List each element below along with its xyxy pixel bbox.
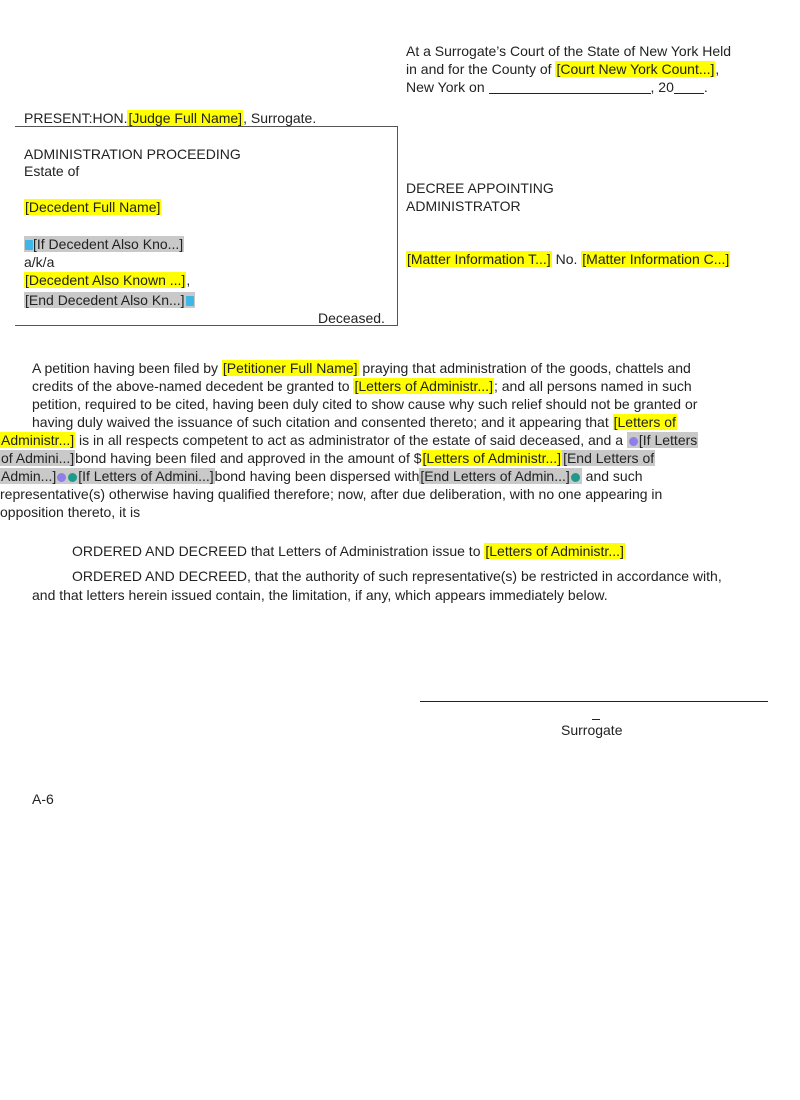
if-letters-text: [If Letters of Admini...] [78,468,214,484]
paragraph-line-9: opposition thereto, it is [0,504,141,520]
paragraph-line-3: petition, required to be cited, having been duly cited to show cause why such relief should not be granted or [32,396,698,412]
date-blank[interactable] [489,81,651,94]
ordered-clause-2-line2: and that letters herein issued contain, the limitation, if any, which appears immediately below. [32,587,608,603]
signature-underscore [592,719,600,720]
if-aka-line [24,235,184,253]
deceased-label: Deceased. [318,310,385,326]
if-letters-field-cont[interactable]: of Admini...] [1,450,75,466]
paragraph-line-5 [0,431,792,449]
surrogate-label: Surrogate [561,722,623,738]
petition-paragraph [0,359,792,521]
matter-case-field[interactable]: [Matter Information C...] [582,251,730,267]
end-aka-text: [End Decedent Also Kn...] [25,292,185,308]
text-segment: ; and all persons named in such [493,378,692,394]
judge-name-field[interactable]: [Judge Full Name] [128,110,243,126]
court-header-line2 [406,60,719,78]
proceeding-title: ADMINISTRATION PROCEEDING [24,146,241,162]
paragraph-line-2 [32,377,792,395]
if-aka-text: [If Decedent Also Kno...] [33,236,184,252]
present-prefix: PRESENT:HON. [24,110,128,126]
aka-name-field[interactable]: [Decedent Also Known ...] [25,272,186,288]
court-header-line1: At a Surrogate’s Court of the State of New York Held [406,43,732,59]
decree-title-line1: DECREE APPOINTING [406,180,554,196]
petitioner-name-field[interactable]: [Petitioner Full Name] [222,360,358,376]
ordered-clause-1 [72,542,625,560]
court-county-suffix: , [715,61,720,77]
bond-amount-field[interactable]: [Letters of Administr...] [422,450,562,466]
end-letters-text: Admin...] [1,468,57,484]
end-aka-line [24,291,195,309]
text-segment: credits of the above-named decedent be granted to [32,378,350,394]
end-letters-field-2[interactable] [419,468,581,484]
decedent-line [24,198,161,216]
court-county-field[interactable]: [Court New York Count...] [556,61,715,77]
court-county-prefix: in and for the County of [406,61,552,77]
if-letters-field[interactable] [627,432,698,448]
condition-end-marker-icon [57,473,66,482]
if-letters-text: [If Letters [638,432,698,448]
paragraph-line-7 [0,467,792,485]
text-segment: praying that administration of the goods, chattels and [362,360,691,376]
text-segment: A petition having been filed by [32,360,219,376]
court-date-suffix: . [703,79,708,95]
condition-end-marker-icon [571,473,580,482]
paragraph-line-1 [32,359,792,377]
decree-title-line2: ADMINISTRATOR [406,198,521,214]
condition-start-marker-icon [25,240,33,250]
text-segment: having duly waived the issuance of such citation and consented thereto; and it appearing that [32,414,609,430]
text-segment: and such [585,468,643,484]
court-header-line3 [406,78,708,96]
form-code: A-6 [32,791,54,807]
letters-administrator-field[interactable]: [Letters of Administr...] [354,378,493,394]
end-letters-field-cont[interactable] [0,468,215,484]
end-letters-text: [End Letters of Admin...] [420,468,570,484]
court-date-prefix: New York on [406,79,485,95]
paragraph-line-4 [32,413,792,431]
aka-line [24,271,190,289]
text-segment: is in all respects competent to act as administrator of the estate of said deceased, and a [79,432,624,448]
paragraph-line-6 [0,449,792,467]
present-suffix: , Surrogate. [243,110,317,126]
if-aka-field[interactable] [24,236,184,252]
paragraph-line-8: representative(s) otherwise having qualified therefore; now, after due deliberation, with no one appearing in [0,486,663,502]
matter-info-line [406,250,730,268]
end-aka-field[interactable] [24,292,195,308]
text-segment: bond having been filed and approved in the amount of $ [75,450,422,466]
aka-comma: , [186,272,191,288]
letters-administrator-field[interactable]: [Letters of Administr...] [485,543,624,559]
letters-administrator-field-cont[interactable]: Administr...] [1,432,75,448]
decedent-name-field[interactable]: [Decedent Full Name] [25,199,161,215]
condition-end-marker-icon [186,296,194,306]
condition-start-marker-icon [629,437,638,446]
matter-type-field[interactable]: [Matter Information T...] [407,251,551,267]
end-letters-field[interactable]: [End Letters of [563,450,655,466]
text-segment: ORDERED AND DECREED that Letters of Administration issue to [72,543,481,559]
matter-no-label: No. [555,251,578,267]
year-blank[interactable] [674,81,704,94]
court-date-mid: , 20 [650,79,674,95]
present-line [24,109,316,127]
estate-of-label: Estate of [24,163,80,179]
condition-start-marker-icon [68,473,77,482]
aka-label: a/k/a [24,254,55,270]
text-segment: bond having been dispersed with [214,468,420,484]
signature-line[interactable] [420,701,768,702]
letters-administrator-field[interactable]: [Letters of [613,414,676,430]
ordered-clause-2-line1: ORDERED AND DECREED, that the authority of such representative(s) be restricted in accordance with, [72,568,722,584]
